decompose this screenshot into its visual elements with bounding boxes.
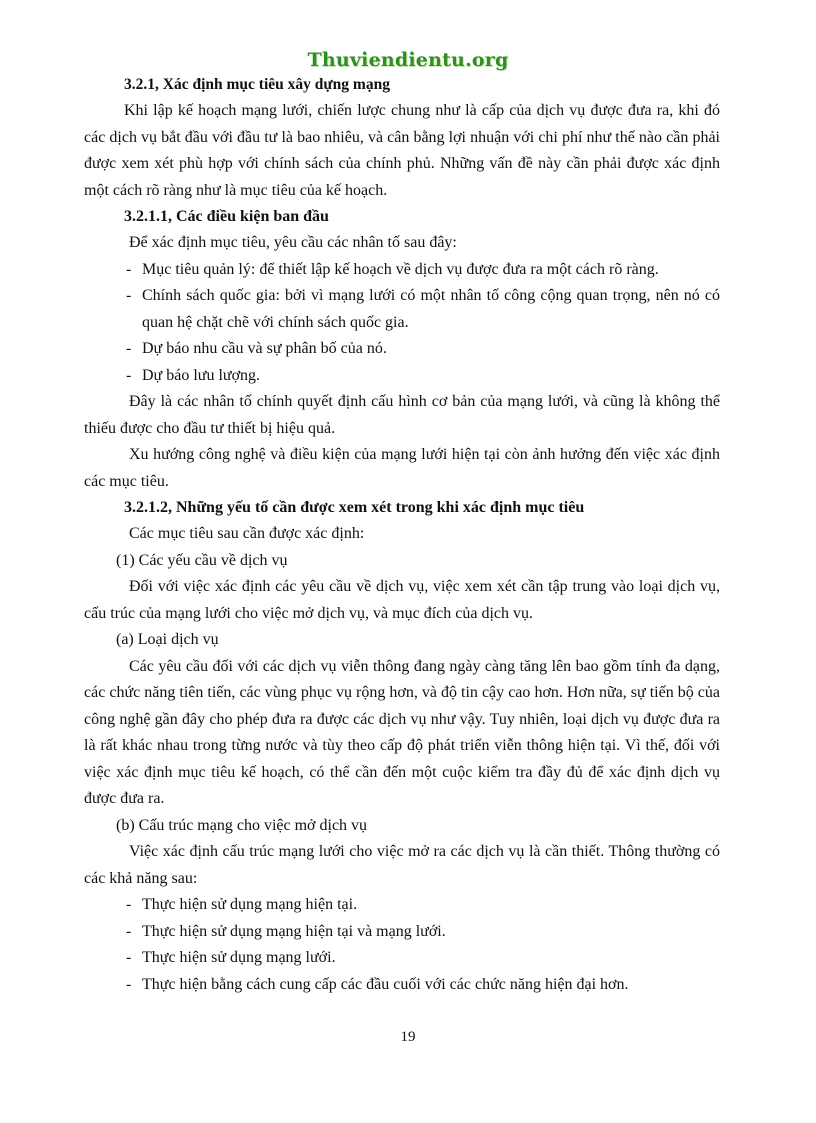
sub2-lead: Các mục tiêu sau cần được xác định: xyxy=(129,525,365,542)
sub1-paragraph-1: Đây là các nhân tố chính quyết định cấu hình cơ bản của mạng lưới, và cũng là không thể thiếu được cho đầu tư thiết bị hiệu quả. xyxy=(84,393,720,437)
watermark-logo: Thuviendientu.org xyxy=(307,49,509,71)
service-type-heading: (a) Loại dịch vụ xyxy=(116,631,219,648)
requirements-heading: (1) Các yếu cầu về dịch vụ xyxy=(116,551,288,569)
service-type-paragraph: Các yêu cầu đối với các dịch vụ viễn thông đang ngày càng tăng lên bao gồm tính đa dạng, các chức năng tiên tiến, các vùng phục vụ rộng hơn, và độ tin cậy cao hơn. Hơn nữa, sự tiến bộ của công nghệ gần đây cho phép đưa ra được các dịch vụ như vậy. Tuy nhiên, loại dịch vụ được đưa ra là rất khác nhau trong từng nước và tùy theo cấp độ phát triển viễn thông hiện tại. Vì thế, đối với việc xác định mục tiêu kế hoạch, có thể cần đến một cuộc kiểm tra đầy đủ để xác định dịch vụ được đưa ra. xyxy=(84,657,720,807)
sub1-paragraph-2: Xu hướng công nghệ và điều kiện của mạng lưới hiện tại còn ảnh hưởng đến việc xác định các mục tiêu. xyxy=(84,446,720,490)
list-item: - Chính sách quốc gia: bởi vì mạng lưới có một nhân tố công cộng quan trọng, nên nó có quan hệ chặt chẽ với chính sách quốc gia. xyxy=(126,287,720,331)
sub1-lead: Để xác định mục tiêu, yêu cầu các nhân tố sau đây: xyxy=(129,234,457,251)
list-item: - Mục tiêu quản lý: để thiết lập kế hoạch về dịch vụ được đưa ra một cách rõ ràng. xyxy=(126,260,659,278)
requirements-paragraph: Đối với việc xác định các yêu cầu về dịch vụ, việc xem xét cần tập trung vào loại dịch vụ, cấu trúc của mạng lưới cho việc mở dịch vụ, và mục đích của dịch vụ. xyxy=(84,578,720,622)
list-item: - Thực hiện sử dụng mạng hiện tại. xyxy=(126,896,358,913)
sub2-heading: 3.2.1.2, Những yếu tố cần được xem xét trong khi xác định mục tiêu xyxy=(124,499,585,516)
page-content xyxy=(84,74,720,998)
sub1-heading: 3.2.1.1, Các điều kiện ban đầu xyxy=(124,208,329,225)
page-number: 19 xyxy=(400,1029,416,1045)
list-item: - Thực hiện sử dụng mạng hiện tại và mạng lưới. xyxy=(126,922,446,940)
list-item: - Thực hiện sử dụng mạng lưới. xyxy=(126,949,336,966)
list-item: - Dự báo lưu lượng. xyxy=(126,366,261,384)
network-structure-heading: (b) Cấu trúc mạng cho việc mở dịch vụ xyxy=(116,816,368,834)
list-item: - Thực hiện bằng cách cung cấp các đầu cuối với các chức năng hiện đại hơn. xyxy=(126,975,629,993)
section-heading: 3.2.1, Xác định mục tiêu xây dựng mạng xyxy=(124,76,390,93)
list-item: - Dự báo nhu cầu và sự phân bố của nó. xyxy=(126,340,387,357)
intro-paragraph: Khi lập kế hoạch mạng lưới, chiến lược chung như là cấp của dịch vụ được đưa ra, khi đó các dịch vụ bắt đầu với đầu tư là bao nhiêu, và cân bằng lợi nhuận với chi phí như thế nào cần phải được xem xét phù hợp với chính sách của chính phủ. Những vấn đề này cần phải được xác định một cách rõ ràng như là mục tiêu của kế hoạch. xyxy=(84,102,720,199)
network-structure-paragraph: Việc xác định cấu trúc mạng lưới cho việc mở ra các dịch vụ là cần thiết. Thông thường có các khả năng sau: xyxy=(84,843,720,887)
